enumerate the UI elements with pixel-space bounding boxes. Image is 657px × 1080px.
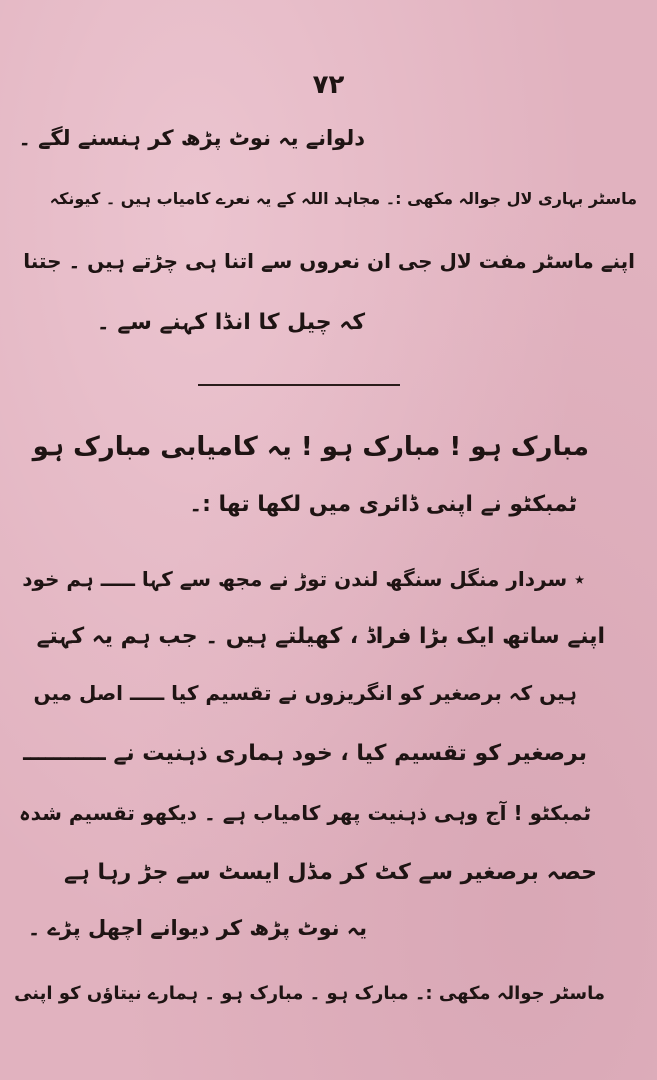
text-line: ہیں کہ برصغیر کو انگریزوں نے تقسیم کیا ـــــ اصل میں: [33, 681, 577, 705]
text-line: ماسٹر جوالہ مکھی :۔ مبارک ہو ۔ مبارک ہو ۔ ہمارے نیتاؤں کو اپنی: [14, 983, 605, 1004]
text-line: یہ نوٹ پڑھ کر دیوانے اچھل پڑے ۔: [27, 916, 367, 940]
text-line: دلوانے یہ نوٹ پڑھ کر ہنسنے لگے ۔: [18, 126, 365, 150]
text-line: اپنے ماسٹر مفت لال جی ان نعروں سے اتنا ہی چڑتے ہیں ۔ جتنا: [23, 249, 635, 273]
section-divider: [198, 384, 400, 386]
section-heading: مبارک ہو ! مبارک ہو ! یہ کامیابی مبارک ہو: [32, 432, 589, 462]
text-line: حصہ برصغیر سے کٹ کر مڈل ایسٹ سے جڑ رہا ہے: [64, 860, 597, 885]
text-line: ٹمبکٹو ! آج وہی ذہنیت پھر کامیاب ہے ۔ دیکھو تقسیم شدہ: [18, 801, 591, 825]
text-line: ٭ سردار منگل سنگھ لندن توڑ نے مجھ سے کہا ـــــ ہم خود: [22, 567, 585, 591]
page-number: ۷۲: [312, 70, 345, 100]
text-line: برصغیر کو تقسیم کیا ، خود ہماری ذہنیت نے ـــــــــــ: [23, 741, 587, 766]
text-line: کہ چیل کا انڈا کہنے سے ۔: [96, 310, 365, 335]
intro-line: ٹمبکٹو نے اپنی ڈائری میں لکھا تھا :۔: [189, 492, 577, 517]
text-line: ماسٹر بہاری لال جوالہ مکھی :۔ مجاہد اللہ کے یہ نعرے کامیاب ہیں ۔ کیونکہ: [49, 189, 637, 208]
text-line: اپنے ساتھ ایک بڑا فراڈ ، کھیلتے ہیں ۔ جب ہم یہ کہتے: [36, 624, 605, 649]
